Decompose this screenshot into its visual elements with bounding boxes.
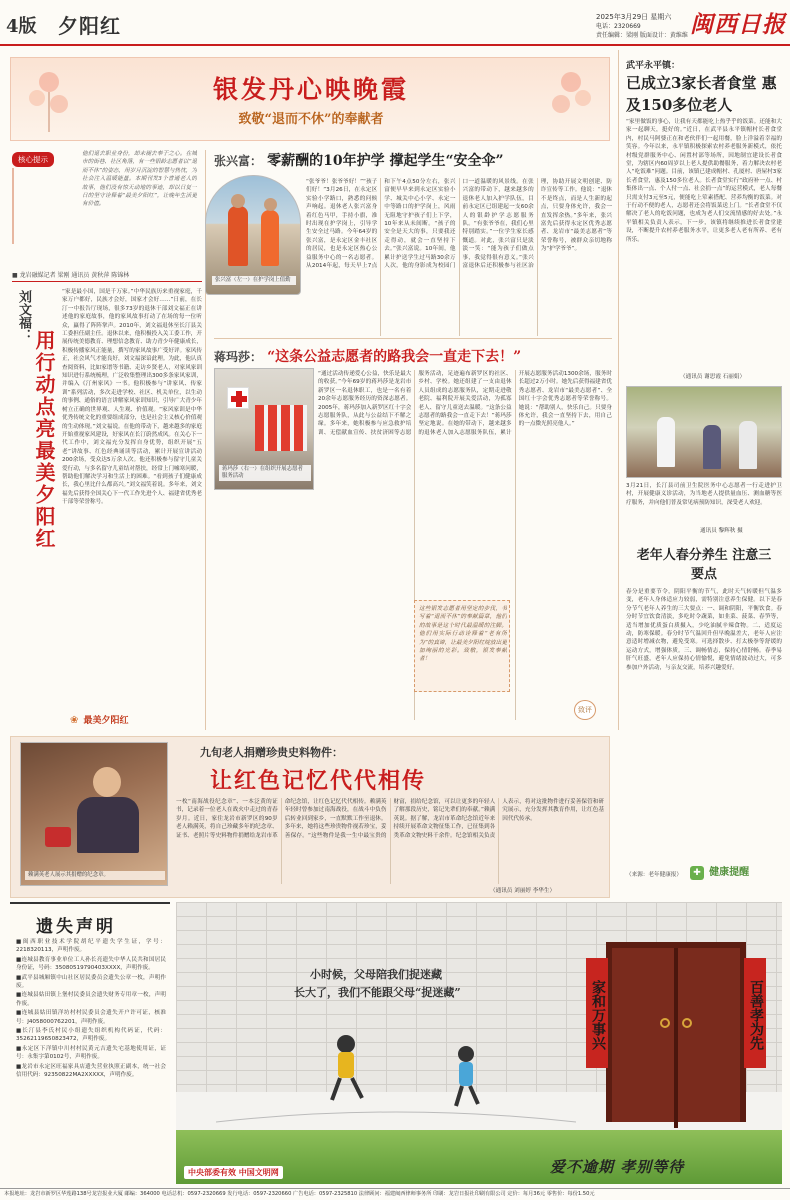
divider	[12, 281, 202, 282]
donation-photo	[20, 742, 168, 886]
right-news2-photo	[626, 386, 782, 478]
ad-line2: 长大了，我们不能跟父母“捉迷藏”	[294, 986, 461, 999]
leaf-icon: ✚	[690, 866, 704, 880]
notice-item: ■连城县教育事业单位工人孙长亮遗失中华人民共和国居民身份证，号码：35080519790403XXXX，声明作废。	[16, 956, 166, 972]
donation-body: 一枚“南海战役纪念章”、一本泛黄的证书，记录着一位老人在战火中走过的青春岁月。近日，家住龙岩市新罗区的90岁老人赖满英，将自己珍藏多年的纪念章、证书、老照片等史料物件捐赠给龙岩市革命纪念馆，让红色记忆代代相传。赖满英年轻时曾参加过南海战役，在战斗中负伤后转业回到家乡，一直默默工作至退休。多年来，她将这些珍贵物件视若珍宝，妥善保存。“这些物件是我一生中最宝贵的财富，捐给纪念馆，可以让更多的年轻人了解那段历史，铭记先辈们的奉献。”赖满英说。据了解，龙岩市革命纪念馆近年来持续开展革命文物征集工作，已征集到各类革命文物史料千余件。纪念馆相关负责人表示，将对这批物件进行妥善保管和研究展示，充分发挥其教育作用，让红色基因代代传承。	[176, 799, 604, 839]
right-news1-kicker: 武平永平镇：	[626, 61, 681, 71]
liu-headline: 用行动点亮最美夕阳红	[32, 330, 56, 550]
ad-slogan: 爱不逾期 孝别等待	[550, 1158, 685, 1176]
right-column-divider	[618, 50, 619, 730]
notice-item: ■永定区下洋镇中川村村民黄元吉遗失宅基地使用证，证号：永集字第0102号，声明作废。	[16, 1045, 166, 1061]
jiang-title: “这条公益志愿者的路我会一直走下去！”	[267, 349, 522, 365]
donation-credit: （通讯员 刘丽婷 李华生）	[490, 888, 556, 894]
issue-date: 2025年3月29日 星期六	[596, 13, 672, 21]
medal-icon	[45, 827, 71, 847]
heart-icon: ❀	[70, 715, 79, 726]
right-news3-title: 老年人春分养生 注意三要点	[636, 548, 772, 582]
feature-banner	[10, 57, 610, 141]
zhang-name: 张兴富：	[214, 154, 263, 168]
core-tip-text: 他们退去职业身份，却未褪去奉于之心。在城市的街巷、社区角落，有一些银龄志愿者以“退而不休”的姿态，用岁月沉淀的智慧与热忱，为社会注入温暖能量。本期刊发3个普通老人的故事，他们没有惊天动地的事迹，却以日复一日的坚守诠释着“最美夕阳红”，让晚年生活更有价值。	[82, 151, 197, 208]
masthead	[0, 0, 790, 46]
ad-line1: 小时候，父母陪我们捉迷藏	[310, 968, 442, 981]
doctor-figure-2	[739, 421, 757, 469]
notice-title: 遗失声明	[36, 917, 116, 937]
issue-editors: 责任编辑：梁刚 版面设计：黄维维	[596, 32, 688, 39]
newspaper-logo: 闽西日报	[690, 11, 786, 38]
core-tip	[12, 150, 197, 250]
right-news1-body: “家里做饭的事心，让我有天都能吃上热乎乎的饭菜。还能和大家一起聊天，挺好的。”近日，在武平县永平镇帽村长者食堂内，村民马阿婆正在和老伙伴们一起用餐，脸上洋溢着幸福的笑容。今年以来，永平镇积极探索农村养老服务新模式，依托村级党群服务中心、闲置村部等场所，因地制宜建设长者食堂，为辖区内60周岁以上老人提供助餐服务，着力解决农村老人“吃饭难”问题。目前，该镇已建成帽村、孔厦村、唐屋村3家长者食堂，惠及150多位老人。长者食堂实行“政府补一点、村集体出一点、个人付一点、社会捐一点”的运营模式，老人每餐只需支付3元至5元，便能吃上荤素搭配、营养均衡的饭菜。对于行动不便的老人，志愿者还会将饭菜送上门。“长者食堂不仅解决了老人的吃饭问题，也成为老人们交流情感的好去处。”永平镇相关负责人表示，下一步，该镇将继续推进长者食堂建设，不断提升农村养老服务水平，让更多老人老有所养、老有所乐。	[626, 119, 782, 243]
notice-item: ■连城县姑田镇上堡村民委员会遗失财务专用章一枚，声明作废。	[16, 992, 166, 1007]
notice-item: ■龙岩市永定区旺福家具店遗失营业执照正副本，统一社会信用代码：92350822MA2XXXXX，声明作废。	[16, 1063, 166, 1079]
donation-title: 让红色记忆代代相传	[210, 768, 427, 794]
feature-subtitle: 致敬“退而不休”的奉献者	[238, 112, 384, 127]
liu-body: “家是最小国，国是千万家。”中华民族历来重视家庭，千家万户都好，民族才会好，国家才会好……”日前，在长汀一中报告厅现场，很多73岁的退休干部刘文福正在讲述他的家庭故事，他的家风故事打动了在场的每一位听众，赢得了阵阵掌声。2010年，刘文福退休至长汀县关工委担任副主任。退休以来，他积极投入关工委工作，开展传统美德教育、理想信念教育、助力青少年健康成长，积极传播家风正能量，撰写的家风故事广受好评。家风传正，社会风气才能良好，刘文福深谙此理。为此，他认真查阅资料，比如家谱等书籍、走访乡贤老人，对家风家训知识进行系统梳理，广泛收集整理出300多条家风家训，并编入《汀州家风》一书。他积极参与“讲家风、传家训”系列活动，多次走进学校、社区、机关单位，以生动的事例、通俗的语言讲解家风家训知识，引导广大青少年树立正确的世界观、人生观、价值观。“家风家训是中华优秀传统文化的重要组成部分，也是社会主义核心价值观的生动体现。”刘文福说。在他的带动下，越来越多的家庭开始重视家风建设，好家风在长汀蔚然成风。在关心下一代工作中，刘文福充分发挥自身优势，组织开展“五老”讲故事、红色经典诵读等活动，累计开展宣讲活动200余场，受众达5万余人次。他还积极参与留守儿童关爱行动，与多名留守儿童结对帮扶，经常上门嘘寒问暖，帮助他们解决学习和生活上的困难。“看到孩子们健康成长，我心里比什么都高兴。”刘文福笑着说。多年来，刘文福先后获得全国关心下一代工作先进个人、福建省优秀老干部等荣誉称号。	[62, 289, 202, 506]
core-tip-label: 核心提示	[12, 152, 54, 167]
jiang-quote-box	[414, 600, 510, 692]
volunteer-group	[255, 405, 307, 451]
footer-text: 本报地址：龙岩市新罗区华莲路138号龙岩报业大厦 邮编：364000 电话总机：0597-2320669 发行电话：0597-2320660 广告电话：0597-2325810 法律顾问：福建闽西律师事务所 印刷：龙岩日报社印刷有限公司 定价：每月36元 零售价：每份1.50元	[4, 1191, 595, 1197]
couplet-right: 百善孝为先	[744, 958, 766, 1068]
notice-item: ■武平县城厢镇中山社区居民委员会遗失公章一枚，声明作废。	[16, 974, 166, 990]
zhang-heading	[214, 150, 612, 172]
jiang-quote: 这些银发志愿者用坚定的步伐，书写着“退而不休”的奉献篇章，他们的故事是这个时代最温暖的注脚。他们用实际行动诠释着“老有所为”的真谛，让最美夕阳红绽放出更加绚丽的光彩。致敬，银发奉献者！	[419, 606, 507, 663]
jiang-name: 蒋玛莎：	[214, 350, 263, 364]
zhang-body: “张爷爷！张爷爷好！”“孩子们好！”3月26日，在永定区实验小学路口，熟悉的问候声响起。退休老人张兴富身着红色马甲，手持小旗，准时出现在护学岗上，引导学生安全过马路。今年64岁的张兴富，是永定区金丰社区的居民，也是永定区热心公益服务中心的一名志愿者。从2014年起，每天早上7点和下午4点50分左右，张兴富便早早来到永定区实验小学、城关中心小学、永定一中等路口的护学岗上，风雨无阻地守护孩子们上下学，10年来从未间断。“孩子的安全是天大的事，只要我还走得动，就会一直坚持下去。”张兴富说。10年间，他累计护送学生过马路30余万人次，他的身影成为校园门口一道温暖的风景线。在张兴富的带动下，越来越多的退休老人加入护学队伍，目前永定区已组建起一支60余人的银龄护学志愿服务队。“有张爷爷在，我们心里特别踏实。”一位学生家长感慨道。对此，张兴富只是淡淡一笑：“能为孩子们做点事，我觉得很有意义。”张兴富退休后还积极参与社区治理，协助开展文明创建、防诈宣传等工作。他说：“退休不是终点，而是人生新的起点，只要身体允许，我会一直发挥余热。”多年来，张兴富先后获得永定区优秀志愿者、龙岩市“最美志愿者”等荣誉称号，被群众亲切地称为“护学爷爷”。	[306, 179, 612, 270]
footer-bar	[0, 1188, 790, 1200]
notice-section	[10, 902, 170, 1184]
section-divider	[214, 338, 612, 339]
zhang-title: 零薪酬的10年护学 撑起学生“安全伞”	[267, 153, 504, 169]
feature-byline: ■ 龙岩融媒记者 梁刚 通讯员 黄秋萍 陈锦林	[12, 272, 130, 279]
issue-phone: 电话：2320669	[596, 23, 641, 30]
right-news2-caption: 3月21日，长汀县司前卫生院医务中心志愿者一行走进护卫村，开展健康义诊活动，为当地老人提供量血压、测血糖等医疗服务，并向他们普及常见病预防知识，深受老人欢迎。	[626, 483, 782, 506]
notice-item: ■长汀县李氏村民小组遗失组织机构代码证，代码：35262119650823472，声明作废。	[16, 1028, 166, 1043]
zhang-photo-caption: 张兴富（左一）在护学岗上值勤	[212, 276, 296, 285]
liu-vertical-title	[16, 290, 58, 720]
right-news1-title: 已成立3家长者食堂 惠及150多位老人	[626, 74, 777, 114]
jiang-photo	[214, 368, 314, 490]
feature-title: 银发丹心映晚霞	[212, 75, 409, 104]
jiang-photo-caption: 蒋玛莎（右一）在组织开展志愿者服务活动	[219, 465, 311, 481]
door-split	[674, 948, 678, 1128]
right-news3-credit: （来源：老年健康报）	[626, 872, 682, 878]
liu-badge-text: 最美夕阳红	[83, 716, 129, 726]
door-knocker-right	[682, 1018, 692, 1028]
page-number: 4版	[6, 16, 37, 37]
liu-badge	[70, 708, 190, 726]
public-service-ad	[176, 902, 782, 1184]
elder-figure	[703, 425, 721, 469]
right-news1-credit: （通讯员 谢思霞 石丽娟）	[680, 374, 746, 380]
health-badge	[690, 860, 780, 880]
jiang-quote-stamp: 致评	[574, 700, 596, 720]
notice-item: ■连城县姑田镇洋坊村村民委员会遗失开户许可证，核准号：J4058000762201，声明作废。	[16, 1010, 166, 1025]
notice-item: ■闽西职业技术学院胡纪平遗失学生证，学号：2218320113，声明作废。	[16, 939, 166, 954]
right-news3-body: 春分是重要节令，阴阳平衡的节气，此时天气转暖但气温多变，老年人身体适应力较弱，需特别注意养生保健。以下是春分节气老年人养生的三大要点：一、调和阴阳，平衡饮食。春分时节宜饮食清淡，多吃时令蔬菜，如韭菜、菠菜、春笋等，适当增加优质蛋白质摄入，少吃油腻辛辣食物。二、适度运动，防寒保暖。春分时节气温回升但早晚温差大，老年人应注意适时增减衣物，避免受寒。可选择散步、打太极拳等舒缓的运动方式，增强体质。三、调畅情志，保持心情舒畅。春季易肝气旺盛，老年人应保持心情愉悦，避免情绪波动过大，可多参加户外活动，与亲友交流，培养兴趣爱好。	[626, 589, 782, 671]
notice-list	[16, 938, 166, 1184]
children-illustration	[216, 1022, 576, 1132]
donation-photo-caption: 赖满英老人展示其捐赠的纪念章。	[25, 871, 165, 880]
doctor-figure	[657, 417, 675, 467]
elder-body	[77, 797, 139, 853]
core-tip-text-left	[12, 168, 78, 244]
door-knocker-left	[660, 1018, 670, 1028]
elder-face	[93, 767, 121, 797]
ad-footer: 中央部委有效 中国文明网	[184, 1166, 283, 1179]
jiang-heading	[214, 346, 612, 368]
section-title: 夕阳红	[58, 14, 121, 38]
liu-name: 刘文福：	[16, 290, 31, 342]
couplet-left: 家和万事兴	[586, 958, 608, 1068]
red-cross-icon	[227, 387, 249, 409]
right-news2-credit: 通讯员 黎辉秋 摄	[700, 528, 743, 534]
health-badge-text: 健康提醒	[709, 867, 750, 878]
donation-kicker: 九旬老人捐赠珍贵史料物件：	[200, 746, 343, 759]
door	[606, 942, 746, 1122]
jiang-body: “通过活动传递爱心公益，快乐是最大的收获。”今年69岁的蒋玛莎是龙岩市新罗区一名退休职工，也是一名有着20余年志愿服务经历的资深志愿者。2005年，蒋玛莎加入新罗区红十字会志愿服务队，从此与公益结下不解之缘。多年来，她积极参与应急救护培训、无偿献血宣传、扶贫济困等志愿服务活动，足迹遍布新罗区的社区、乡村、学校。她还组建了一支由退休人员组成的志愿服务队，定期走进敬老院、福利院开展关爱活动，为孤寡老人、留守儿童送去温暖。“这条公益志愿者的路我会一直走下去！”蒋玛莎坚定地说。在她的带动下，越来越多的退休老人加入志愿服务队伍，累计开展志愿服务活动1300余场，服务时长超过2万小时。她先后获得福建省优秀志愿者、龙岩市“最美志愿者”、全国红十字会优秀志愿者等荣誉称号。她说：“帮助别人，快乐自己。只要身体允许，我会一直坚持下去，用自己的一点微光照亮他人。”	[318, 371, 612, 436]
